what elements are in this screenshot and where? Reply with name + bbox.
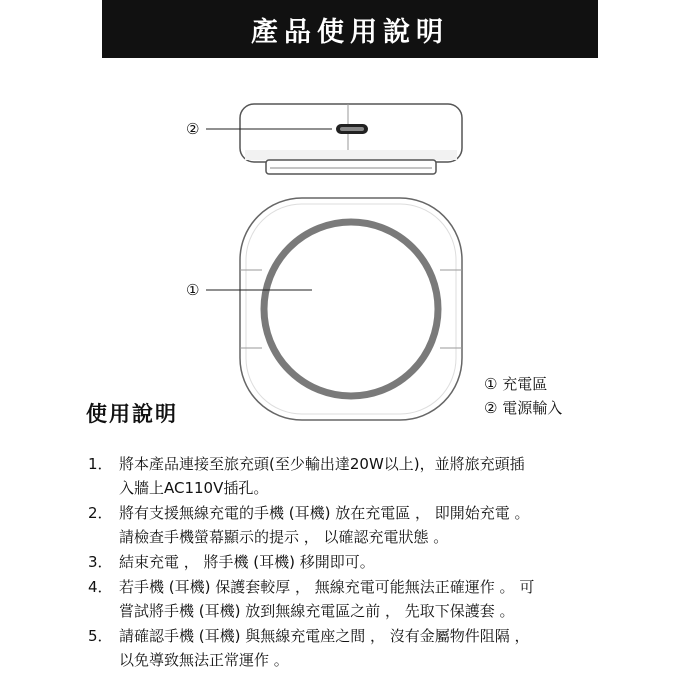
callout-1-label: ① (186, 281, 200, 299)
list-item (86, 501, 606, 549)
step-text: 以免導致無法正常運作 。 (119, 651, 289, 669)
step-text: 結束充電 ， 將手機 (耳機) 移開即可。 (119, 553, 375, 571)
legend-item-charging-area: ① 充電區 (484, 375, 548, 393)
list-item (86, 550, 606, 574)
legend-item-power-input: ② 電源輸入 (484, 399, 563, 417)
step-text: 請檢查手機螢幕顯示的提示 ， 以確認充電狀態 。 (119, 528, 449, 546)
list-item (86, 452, 606, 500)
legend (484, 372, 562, 420)
instructions-list (86, 452, 606, 673)
step-text: 嘗試將手機 (耳機) 放到無線充電區之前 ， 先取下保護套 。 (119, 602, 515, 620)
instructions-heading: 使用說明 (86, 402, 178, 426)
charger-side-view (240, 104, 462, 174)
step-number: 1． (88, 455, 113, 473)
step-text: 請確認手機 (耳機) 與無線充電座之間 ， 沒有金屬物件阻隔 ， (119, 627, 530, 645)
step-text: 將本產品連接至旅充頭(至少輸出達20W以上)，並將旅充頭插 (119, 455, 525, 473)
callout-2-label: ② (186, 120, 200, 138)
charger-top-view (240, 198, 462, 420)
step-text: 入牆上AC110V插孔。 (119, 479, 269, 497)
step-text: 將有支援無線充電的手機 (耳機) 放在充電區 ， 即開始充電 。 (119, 504, 530, 522)
page-title: 產品使用說明 (102, 0, 598, 58)
list-item (86, 575, 606, 623)
charging-area-ring (264, 222, 438, 396)
step-text: 若手機 (耳機) 保護套較厚 ， 無線充電可能無法正確運作 。 可 (119, 578, 535, 596)
step-number: 5． (88, 627, 113, 645)
list-item (86, 624, 606, 672)
step-number: 4． (88, 578, 113, 596)
step-number: 3． (88, 553, 113, 571)
step-number: 2． (88, 504, 113, 522)
